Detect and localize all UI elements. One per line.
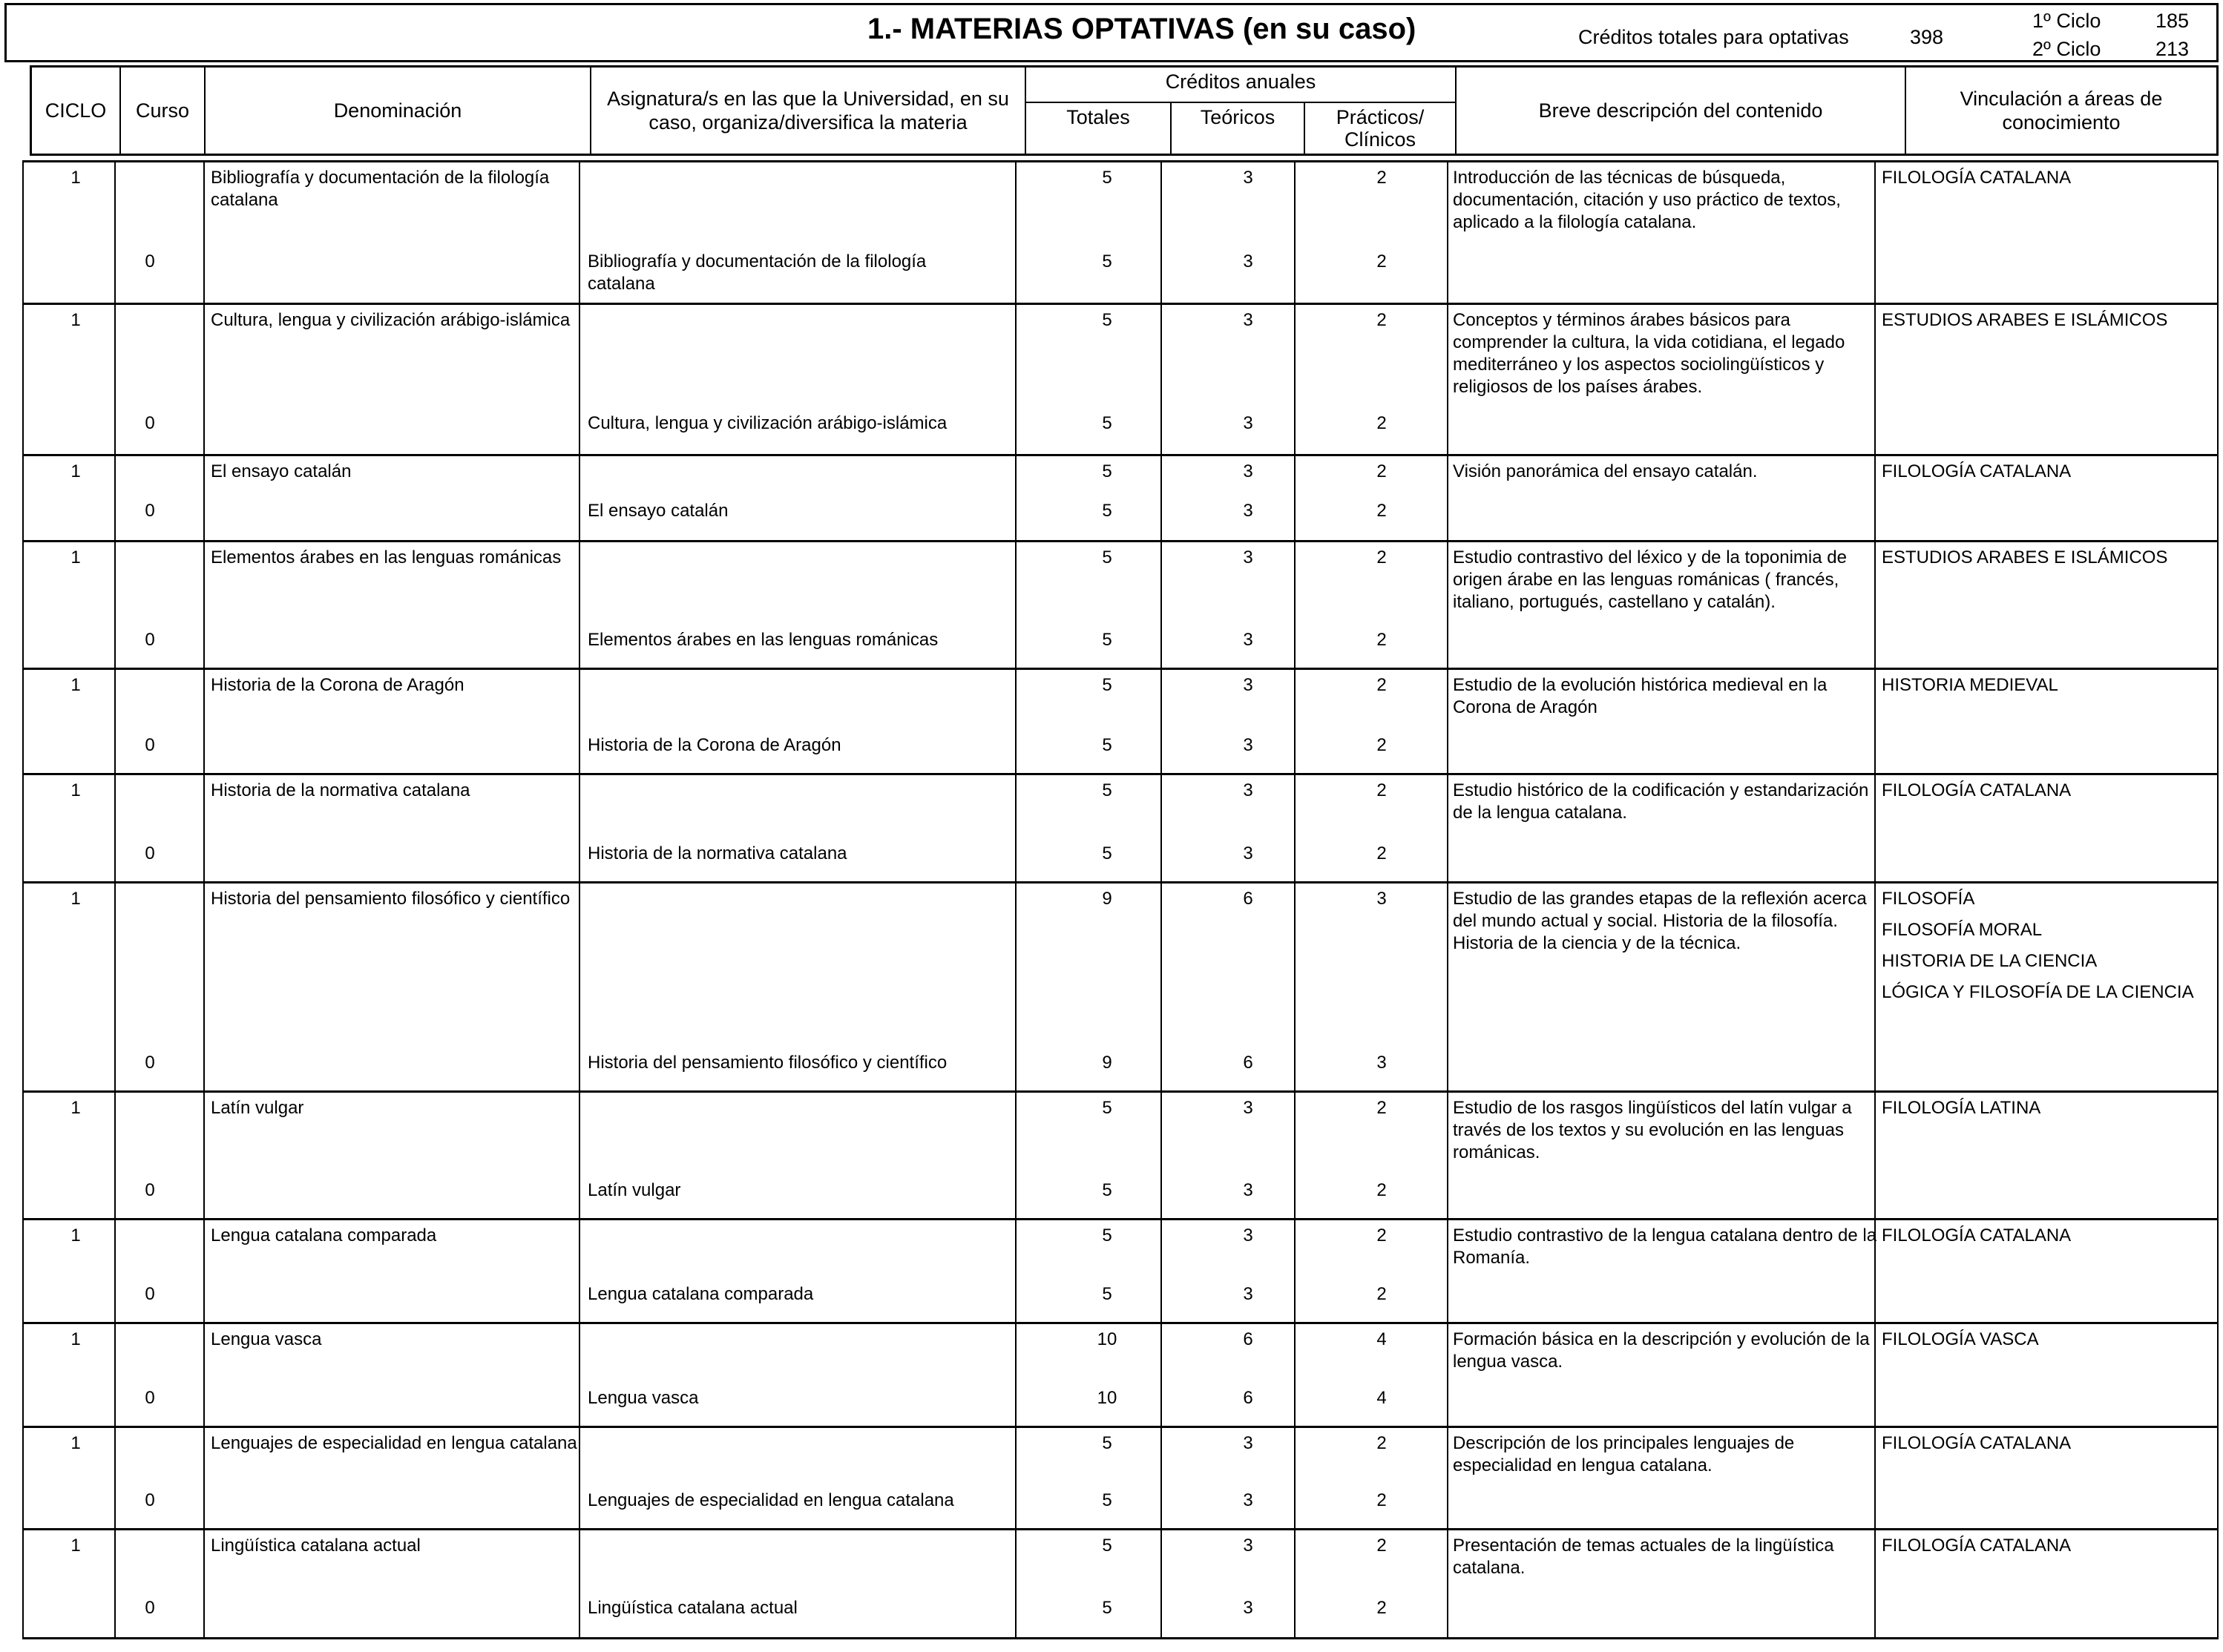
creditos-practicos: 4: [1376, 1329, 1387, 1349]
area-item: FILOLOGÍA CATALANA: [1882, 1225, 2072, 1245]
materia-name: Bibliografía y documentación de la filología catalana: [211, 168, 550, 210]
area-item: HISTORIA MEDIEVAL: [1882, 675, 2058, 695]
materia-group: [22, 454, 2219, 540]
creditos-totales: 5: [1102, 1433, 1112, 1453]
ciclo-value: 1: [70, 310, 81, 330]
area-list: [1882, 167, 2216, 189]
column-divider: [1160, 670, 1162, 773]
creditos-totales: 5: [1102, 1536, 1112, 1556]
area-item: HISTORIA DE LA CIENCIA: [1882, 951, 2098, 971]
ciclo-value: 1: [70, 1225, 81, 1245]
column-divider: [1160, 883, 1162, 1090]
column-divider: [1447, 1428, 1448, 1528]
asignatura-practicos: 2: [1376, 1598, 1387, 1618]
column-divider: [1160, 1530, 1162, 1637]
curso-value: 0: [145, 1053, 155, 1073]
creditos-totales: 5: [1102, 1225, 1112, 1245]
ciclo-value: 1: [70, 675, 81, 695]
asignatura-teoricos: 3: [1243, 1180, 1253, 1200]
asignatura-teoricos: 6: [1243, 1053, 1253, 1073]
column-divider: [1447, 162, 1448, 303]
materia-name: Latín vulgar: [211, 1098, 304, 1118]
column-divider: [1447, 542, 1448, 668]
col-descripcion: Breve descripción del contenido: [1457, 68, 1906, 154]
asignatura-name: Historia de la normativa catalana: [588, 843, 847, 863]
column-divider: [1447, 1530, 1448, 1637]
column-divider: [1294, 775, 1296, 881]
asignatura-teoricos: 3: [1243, 1490, 1253, 1510]
column-divider: [114, 162, 116, 303]
column-divider: [1015, 162, 1017, 303]
asignatura-totales: 5: [1102, 1598, 1112, 1618]
ciclo1-value: 185: [2155, 10, 2190, 32]
asignatura-practicos: 2: [1376, 251, 1387, 272]
asignatura-name: Lingüística catalana actual: [588, 1598, 798, 1618]
materia-description: Introducción de las técnicas de búsqueda, documentación, citación y uso práctico de textos, aplicado a la filología catalana.: [1453, 168, 1841, 232]
col-asignaturas: Asignatura/s en las que la Universidad, en su caso, organiza/diversifica la materia: [591, 68, 1026, 154]
column-divider: [1294, 542, 1296, 668]
column-divider: [1160, 1428, 1162, 1528]
creditos-teoricos: 6: [1243, 1329, 1253, 1349]
creditos-totales: 5: [1102, 780, 1112, 800]
materia-name: Historia del pensamiento filosófico y científico: [211, 889, 571, 909]
column-divider: [1160, 1093, 1162, 1218]
column-divider: [114, 670, 116, 773]
asignatura-teoricos: 3: [1243, 630, 1253, 650]
asignatura-teoricos: 3: [1243, 251, 1253, 272]
ciclo-value: 1: [70, 1433, 81, 1453]
creditos-practicos: 2: [1376, 1536, 1387, 1556]
asignatura-name: Cultura, lengua y civilización arábigo-islámica: [588, 413, 948, 433]
column-divider: [203, 1220, 205, 1322]
col-teoricos: Teóricos: [1172, 103, 1305, 154]
col-totales: Totales: [1026, 103, 1172, 154]
asignatura-teoricos: 3: [1243, 735, 1253, 755]
materia-description: Formación básica en la descripción y evolución de la lengua vasca.: [1453, 1329, 1870, 1372]
column-divider: [114, 542, 116, 668]
creditos-teoricos: 3: [1243, 1098, 1253, 1118]
ciclo-value: 1: [70, 168, 81, 188]
materia-description: Descripción de los principales lenguajes de especialidad en lengua catalana.: [1453, 1433, 1795, 1475]
creditos-totales: 9: [1102, 889, 1112, 909]
materia-group: [22, 668, 2219, 773]
asignatura-practicos: 2: [1376, 413, 1387, 433]
column-divider: [1160, 1324, 1162, 1426]
column-divider: [203, 670, 205, 773]
asignatura-name: El ensayo catalán: [588, 501, 729, 521]
column-divider: [1294, 1093, 1296, 1218]
asignatura-practicos: 2: [1376, 630, 1387, 650]
column-divider: [203, 542, 205, 668]
materia-description: Conceptos y términos árabes básicos para comprender la cultura, la vida cotidiana, el legado mediterráneo y los aspectos sociolingüísticos y religiosos de los países árabes.: [1453, 310, 1845, 397]
asignatura-name: Lengua vasca: [588, 1388, 699, 1408]
ciclo2-label: 2º Ciclo: [2032, 38, 2101, 60]
materia-name: Lenguajes de especialidad en lengua catalana: [211, 1433, 577, 1453]
column-divider: [1294, 305, 1296, 454]
materia-group: [22, 881, 2219, 1090]
asignatura-name: Bibliografía y documentación de la filología catalana: [588, 251, 927, 294]
curso-value: 0: [145, 735, 155, 755]
column-divider: [114, 1220, 116, 1322]
column-divider: [1447, 1324, 1448, 1426]
column-divider: [1447, 670, 1448, 773]
creditos-practicos: 2: [1376, 310, 1387, 330]
column-divider: [1294, 162, 1296, 303]
asignatura-name: Lengua catalana comparada: [588, 1284, 814, 1304]
asignatura-totales: 5: [1102, 1284, 1112, 1304]
asignatura-name: Elementos árabes en las lenguas románicas: [588, 630, 939, 650]
area-item: FILOLOGÍA CATALANA: [1882, 168, 2072, 188]
creditos-teoricos: 3: [1243, 310, 1253, 330]
area-item: FILOLOGÍA CATALANA: [1882, 780, 2072, 800]
materia-group: [22, 1218, 2219, 1322]
asignatura-teoricos: 3: [1243, 413, 1253, 433]
ciclo-value: 1: [70, 1098, 81, 1118]
area-item: FILOLOGÍA CATALANA: [1882, 461, 2072, 481]
column-divider: [1447, 1093, 1448, 1218]
asignatura-totales: 5: [1102, 1490, 1112, 1510]
creditos-teoricos: 6: [1243, 889, 1253, 909]
column-divider: [1015, 305, 1017, 454]
area-item: FILOSOFÍA MORAL: [1882, 920, 2043, 940]
area-list: [1882, 1432, 2216, 1455]
materia-group: [22, 303, 2219, 454]
col-denominacion: Denominación: [206, 68, 591, 154]
asignatura-name: Historia de la Corona de Aragón: [588, 735, 841, 755]
curso-value: 0: [145, 1284, 155, 1304]
asignatura-teoricos: 3: [1243, 501, 1253, 521]
column-divider: [579, 883, 580, 1090]
column-divider: [1294, 1428, 1296, 1528]
column-divider: [203, 456, 205, 540]
page-title: 1.- MATERIAS OPTATIVAS (en su caso): [867, 13, 1416, 45]
area-item: FILOLOGÍA CATALANA: [1882, 1536, 2072, 1556]
column-divider: [1160, 775, 1162, 881]
asignatura-teoricos: 3: [1243, 1598, 1253, 1618]
materia-description: Estudio histórico de la codificación y estandarización de la lengua catalana.: [1453, 780, 1869, 823]
creditos-practicos: 2: [1376, 168, 1387, 188]
materia-group: [22, 1426, 2219, 1528]
area-list: [1882, 1097, 2216, 1119]
creditos-teoricos: 3: [1243, 547, 1253, 567]
column-divider: [1447, 456, 1448, 540]
asignatura-totales: 10: [1097, 1388, 1117, 1408]
col-vinculacion: Vinculación a áreas de conocimiento: [1960, 88, 2163, 134]
area-item: FILOSOFÍA: [1882, 889, 1975, 909]
materia-name: Historia de la Corona de Aragón: [211, 675, 464, 695]
asignatura-name: Lenguajes de especialidad en lengua catalana: [588, 1490, 954, 1510]
materia-group: [22, 773, 2219, 881]
column-divider: [1160, 1220, 1162, 1322]
column-divider: [1160, 542, 1162, 668]
creditos-practicos: 2: [1376, 461, 1387, 481]
curso-value: 0: [145, 843, 155, 863]
materia-group: [22, 160, 2219, 303]
materia-name: Cultura, lengua y civilización arábigo-islámica: [211, 310, 571, 330]
asignatura-teoricos: 6: [1243, 1388, 1253, 1408]
column-divider: [203, 883, 205, 1090]
asignatura-totales: 5: [1102, 251, 1112, 272]
column-divider: [1294, 670, 1296, 773]
area-list: [1882, 674, 2216, 697]
column-divider: [203, 305, 205, 454]
ciclo2-value: 213: [2155, 38, 2190, 60]
creditos-practicos: 2: [1376, 547, 1387, 567]
creditos-teoricos: 3: [1243, 168, 1253, 188]
column-divider: [114, 1093, 116, 1218]
creditos-practicos: 2: [1376, 1225, 1387, 1245]
ciclo-value: 1: [70, 547, 81, 567]
creditos-practicos: 2: [1376, 1098, 1387, 1118]
creditos-teoricos: 3: [1243, 1225, 1253, 1245]
materia-description: Presentación de temas actuales de la lingüística catalana.: [1453, 1536, 1834, 1578]
materia-description: Visión panorámica del ensayo catalán.: [1453, 461, 1758, 481]
materia-description: Estudio de la evolución histórica medieval en la Corona de Aragón: [1453, 675, 1828, 717]
column-divider: [1015, 670, 1017, 773]
column-divider: [1015, 775, 1017, 881]
column-divider: [203, 1428, 205, 1528]
column-divider: [1015, 542, 1017, 668]
creditos-teoricos: 3: [1243, 461, 1253, 481]
materia-group: [22, 1322, 2219, 1426]
creditos-totales: 5: [1102, 461, 1112, 481]
ciclo-value: 1: [70, 780, 81, 800]
column-divider: [1160, 456, 1162, 540]
creditos-total-value: 398: [1910, 26, 1944, 48]
creditos-totales: 5: [1102, 1098, 1112, 1118]
asignatura-practicos: 2: [1376, 843, 1387, 863]
column-divider: [1294, 1324, 1296, 1426]
materia-group: [22, 1090, 2219, 1218]
area-list: [1882, 1225, 2216, 1247]
column-divider: [203, 162, 205, 303]
area-item: FILOLOGÍA VASCA: [1882, 1329, 2039, 1349]
curso-value: 0: [145, 413, 155, 433]
asignatura-practicos: 2: [1376, 501, 1387, 521]
asignatura-practicos: 4: [1376, 1388, 1387, 1408]
materia-group: [22, 540, 2219, 668]
asignatura-practicos: 2: [1376, 1490, 1387, 1510]
creditos-totales: 5: [1102, 547, 1112, 567]
creditos-teoricos: 3: [1243, 675, 1253, 695]
creditos-total-label: Créditos totales para optativas: [1578, 26, 1849, 48]
column-divider: [114, 1428, 116, 1528]
column-divider: [114, 883, 116, 1090]
ciclo-value: 1: [70, 889, 81, 909]
materia-description: Estudio de los rasgos lingüísticos del latín vulgar a través de los textos y su evolución en las lenguas románicas.: [1453, 1098, 1852, 1162]
area-list: [1882, 309, 2216, 332]
asignatura-totales: 5: [1102, 630, 1112, 650]
area-list: [1882, 1535, 2216, 1557]
curso-value: 0: [145, 1490, 155, 1510]
curso-value: 0: [145, 1388, 155, 1408]
asignatura-name: Historia del pensamiento filosófico y científico: [588, 1053, 948, 1073]
column-divider: [1015, 1093, 1017, 1218]
area-item: ESTUDIOS ARABES E ISLÁMICOS: [1882, 310, 2168, 330]
column-divider: [1015, 1530, 1017, 1637]
column-divider: [114, 1530, 116, 1637]
column-divider: [114, 775, 116, 881]
column-divider: [1294, 456, 1296, 540]
curso-value: 0: [145, 630, 155, 650]
creditos-teoricos: 3: [1243, 1433, 1253, 1453]
area-item: FILOLOGÍA CATALANA: [1882, 1433, 2072, 1453]
materia-name: El ensayo catalán: [211, 461, 352, 481]
area-list: [1882, 461, 2216, 483]
ciclo-value: 1: [70, 1329, 81, 1349]
column-divider: [114, 305, 116, 454]
area-item: ESTUDIOS ARABES E ISLÁMICOS: [1882, 547, 2168, 567]
column-divider: [203, 1093, 205, 1218]
col-ciclo: CICLO: [32, 68, 121, 154]
column-divider: [114, 1324, 116, 1426]
asignatura-practicos: 2: [1376, 735, 1387, 755]
creditos-teoricos: 3: [1243, 780, 1253, 800]
column-divider: [1160, 162, 1162, 303]
materia-name: Lengua catalana comparada: [211, 1225, 437, 1245]
creditos-totales: 5: [1102, 675, 1112, 695]
column-divider: [1294, 1530, 1296, 1637]
asignatura-practicos: 3: [1376, 1053, 1387, 1073]
asignatura-totales: 5: [1102, 1180, 1112, 1200]
asignatura-totales: 5: [1102, 843, 1112, 863]
asignatura-name: Latín vulgar: [588, 1180, 681, 1200]
ciclo-value: 1: [70, 461, 81, 481]
asignatura-practicos: 2: [1376, 1284, 1387, 1304]
creditos-totales: 5: [1102, 310, 1112, 330]
title-box: [4, 3, 2219, 62]
column-divider: [1015, 1324, 1017, 1426]
column-divider: [203, 1530, 205, 1637]
area-item: FILOLOGÍA LATINA: [1882, 1098, 2041, 1118]
ciclo-value: 1: [70, 1536, 81, 1556]
materia-name: Elementos árabes en las lenguas románicas: [211, 547, 562, 567]
column-divider: [1015, 1220, 1017, 1322]
col-creditos-anuales: Créditos anuales: [1026, 68, 1457, 102]
curso-value: 0: [145, 1180, 155, 1200]
column-divider: [203, 1324, 205, 1426]
column-divider: [1447, 883, 1448, 1090]
area-list: [1882, 547, 2216, 569]
column-divider: [1447, 1220, 1448, 1322]
column-divider: [1160, 305, 1162, 454]
materia-description: Estudio de las grandes etapas de la reflexión acerca del mundo actual y social. Historia de la filosofía. Historia de la ciencia y de la técnica.: [1453, 889, 1867, 953]
column-divider: [114, 456, 116, 540]
ciclo1-label: 1º Ciclo: [2032, 10, 2101, 32]
column-divider: [1015, 1428, 1017, 1528]
materia-name: Lingüística catalana actual: [211, 1536, 421, 1556]
materia-group: [22, 1528, 2219, 1639]
creditos-totales: 10: [1097, 1329, 1117, 1349]
materia-name: Historia de la normativa catalana: [211, 780, 470, 800]
col-practicos: Prácticos/ Clínicos: [1305, 103, 1457, 154]
curso-value: 0: [145, 501, 155, 521]
area-list: [1882, 1329, 2216, 1351]
curso-value: 0: [145, 251, 155, 272]
materia-description: Estudio contrastivo del léxico y de la toponimia de origen árabe en las lenguas románicas ( francés, italiano, portugués, castellano y catalán).: [1453, 547, 1847, 612]
creditos-practicos: 3: [1376, 889, 1387, 909]
area-list: [1882, 780, 2216, 802]
asignatura-totales: 5: [1102, 501, 1112, 521]
curso-value: 0: [145, 1598, 155, 1618]
column-divider: [1294, 883, 1296, 1090]
column-header-row: [30, 65, 2219, 156]
asignatura-practicos: 2: [1376, 1180, 1387, 1200]
area-list: [1882, 888, 2216, 1013]
asignatura-teoricos: 3: [1243, 843, 1253, 863]
materia-description: Estudio contrastivo de la lengua catalana dentro de la Romanía.: [1453, 1225, 1877, 1268]
creditos-practicos: 2: [1376, 1433, 1387, 1453]
col-curso: Curso: [121, 68, 206, 154]
column-divider: [1447, 775, 1448, 881]
creditos-teoricos: 3: [1243, 1536, 1253, 1556]
area-item: LÓGICA Y FILOSOFÍA DE LA CIENCIA: [1882, 982, 2194, 1002]
column-divider: [1015, 883, 1017, 1090]
column-divider: [203, 775, 205, 881]
column-divider: [1447, 305, 1448, 454]
materia-name: Lengua vasca: [211, 1329, 322, 1349]
asignatura-totales: 9: [1102, 1053, 1112, 1073]
asignatura-teoricos: 3: [1243, 1284, 1253, 1304]
column-divider: [1015, 456, 1017, 540]
asignatura-totales: 5: [1102, 735, 1112, 755]
creditos-practicos: 2: [1376, 780, 1387, 800]
creditos-practicos: 2: [1376, 675, 1387, 695]
asignatura-totales: 5: [1102, 413, 1112, 433]
column-divider: [1294, 1220, 1296, 1322]
creditos-totales: 5: [1102, 168, 1112, 188]
